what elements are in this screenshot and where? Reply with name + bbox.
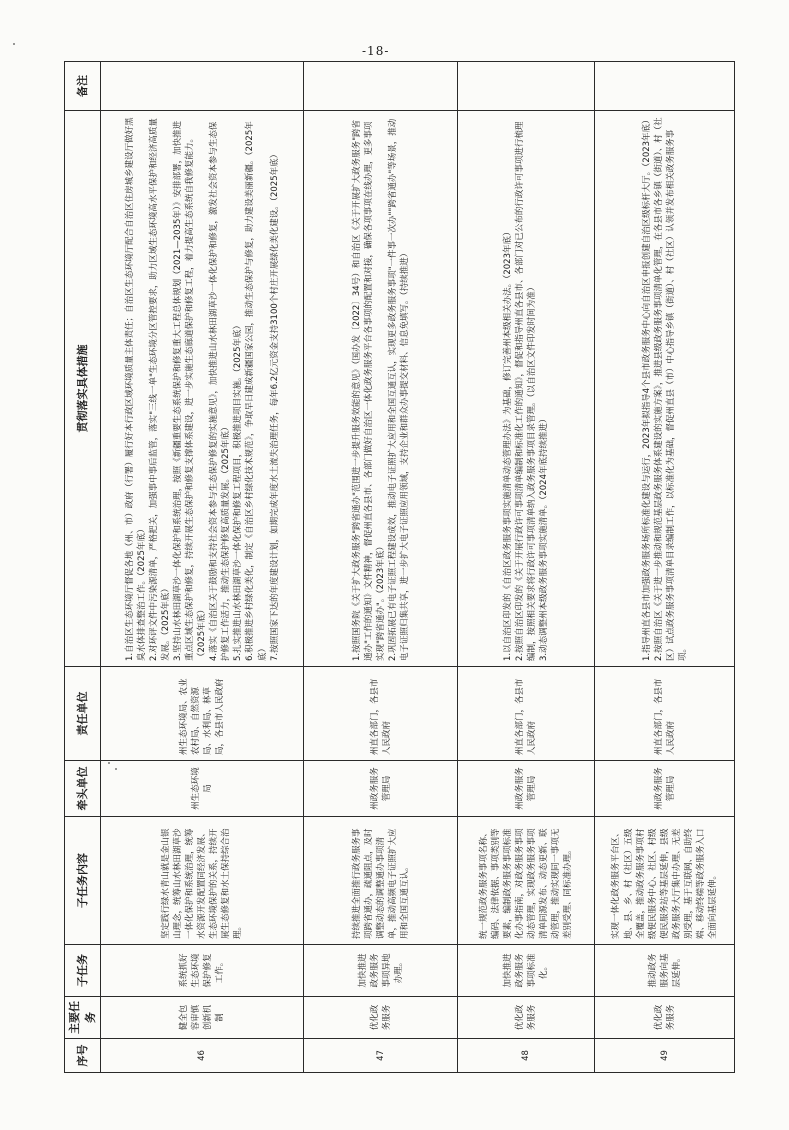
lead-unit-cell: 州生态环境局 [101, 761, 304, 817]
header-lead: 牵头单位 [65, 761, 101, 817]
measures-cell [458, 111, 595, 667]
content-cell: 实现一体化政务服务平台区、地、县、乡、村（社区）五级全覆盖，推动政务服务事项村级便民服务中心、社区、村级便民服务站等基层延伸，县级政务服务大厅集中办理、无差别受理，基于互联网、自助终端、移动终端等政务服务入口全面向基层延伸。 [595, 817, 735, 945]
measure-item: 3.动态调整州本级政务服务事项实施清单。（2024年底持续推进） [539, 414, 550, 661]
sub-task-cell: 推动政务服务向基层延伸。 [595, 945, 735, 997]
scan-speck [13, 43, 15, 45]
remark-cell [304, 62, 458, 111]
row-number: 47 [304, 1039, 458, 1073]
scan-speck [108, 762, 110, 764]
measures-cell [595, 111, 735, 667]
table-row [304, 62, 458, 1073]
header-content: 子任务内容 [65, 817, 101, 945]
row-number: 48 [458, 1039, 595, 1073]
lead-unit-cell: 州政务服务管理局 [595, 761, 735, 817]
resp-unit-cell: 州生态环境局、农业农村局、自然资源局、水利局、林草局，各县市人民政府 [101, 667, 304, 761]
lead-unit-cell: 州政务服务管理局 [304, 761, 458, 817]
measure-item: 3.坚持山水林田湖草沙一体化保护和系统治理，按照《新疆重要生态系统保护和修复重大工程总体规划（2021—2035年）》安排部署，加快推进重点区域生态保护和修复，持续开展生态保护和修复支撑体系建设，进一步实施生态廊道保护和修复工程，着力提高生态系统自我修复能力。（2025年底） [173, 120, 208, 661]
measure-item: 4.落实《自治区关于鼓励和支持社会资本参与生态保护修复的实施意见》，加快推进山水林田湖草沙一体化保护和修复，激发社会资本参与生态保护修复工作活力，推动生态保护修复高质量发展。（2025年底） [209, 121, 232, 661]
row-number: 46 [101, 1039, 304, 1073]
measure-item: 1.以自治区印发的《自治区政务服务事项实施清单动态管理办法》为基础，修订完善州本级相关办法。（2023年底） [503, 227, 514, 661]
main-task-cell: 优化政务服务 [304, 997, 458, 1039]
scan-speck [115, 768, 117, 770]
header-resp: 责任单位 [65, 667, 101, 761]
task-table [64, 61, 735, 1073]
header-no: 序号 [65, 1039, 101, 1073]
measure-item: 1.自治区生态环境厅督促各地（州、市）政府（行署）履行好本行政区域环境质量主体责任；自治区生态环境厅配合自治区住房城乡建设厅做好黑臭水体排查整治工作。（2025年底） [124, 117, 147, 661]
sub-task-cell: 加快推进政务服务事项异地办理。 [304, 945, 458, 997]
table-row [101, 62, 304, 1073]
table-row [458, 62, 595, 1073]
measure-item: 1.按照国务院《关于扩大政务服务"跨省通办"范围进一步提升服务效能的意见》（国办发〔2022〕34号）和自治区《关于开展扩大政务服务"跨省通办"工作的通知》文件精神，督促州直各县市、各部门做好自治区一体化政务服务平台各事项的配置和对接，确保各项事项在线办理，更多事项实现"跨省通办"。（2023年底） [351, 119, 386, 661]
measures-cell [304, 111, 458, 667]
sub-task-cell: 加快推进政务服务事项标准化。 [458, 945, 595, 997]
header-measures: 贯彻落实具体措施 [65, 111, 101, 667]
resp-unit-cell: 州直各部门，各县市人民政府 [595, 667, 735, 761]
main-task-cell: 优化政务服务 [458, 997, 595, 1039]
measure-item: 5.扎实推进山水林田湖草沙一体化保护和修复工程项目，积极推进项目实施。（2025年底） [233, 321, 244, 661]
table-row [595, 62, 735, 1073]
measure-item: 7.按照国家下达的年度建设计划，如期完成年度水土流失治理任务，每年6.2亿元资金支持3100个村庄开展绿化美化建设。（2025年底） [269, 149, 280, 661]
measure-item: 2.对环评文件中污染源清单，严格把关，加强事中事后监管，落实"三线一单"生态环境分区管控要求，助力区域生态环境高水平保护和经济高质量发展。（2025年底） [148, 118, 171, 661]
header-sub-task: 子任务 [65, 945, 101, 997]
table-header-row [65, 62, 101, 1073]
measure-item: 2.按照自治区《关于进一步推动和规范基层政务服务体系建设的实施方案》，推进县级政务服务事项清单化管理，在各县市各乡镇（街道）、村（社区）试点政务服务事项清单目录编制工作，以标准化为基础，督促州直县（市）中心指导乡镇（街道）、村（社区）认领并发布相关政务服务事项。 [653, 117, 688, 661]
measure-item: 2.巩固拓展已有电子证照工程建设成效，推动电子证照扩大应用和全国互通互认，实现更多政务服务事项"一件事一次办""跨省通办"等场景，推动电子证照归集共享，进一步扩大电子证照应用领域，支持企业和群众办事提交材料、信息免填写。（持续推进） [387, 118, 410, 661]
measures-cell [101, 111, 304, 667]
sub-task-cell: 系统抓好生态环境保护修复工作。 [101, 945, 304, 997]
measure-item: 6.积极推进乡村绿化美化，制定《自治区乡村绿化技术规范》，争取早日建成新疆国家公园，推动生态保护与修复，助力建设美丽新疆。（2025年底） [245, 121, 268, 661]
main-task-cell: 优化政务服务 [595, 997, 735, 1039]
remark-cell [101, 62, 304, 111]
header-main-task: 主要任务 [65, 997, 101, 1039]
measure-item: 1.指导州直各县市加强政务服务场所标准化建设与运行，2023年拟指导4个县市政务服务中心向自治区申报创建自治区级标杆大厅。（2023年底） [641, 115, 652, 661]
resp-unit-cell: 州直各部门，各县市人民政府 [458, 667, 595, 761]
row-number: 49 [595, 1039, 735, 1073]
measure-item: 2.按照自治区印发的《关于开展行政许可事项清单编制和标准化工作的通知》，督促和指导州直各县市、各部门对已公布的行政许可事项进行梳理编制，按照相关要求将行政许可事项清单纳入政务服务事项目录管理。（以自治区文件印发时间为准） [515, 121, 538, 661]
remark-cell [458, 62, 595, 111]
main-task-cell: 健全包容审慎创新机制 [101, 997, 304, 1039]
lead-unit-cell: 州政务服务管理局 [458, 761, 595, 817]
content-cell: 坚定践行绿水青山就是金山银山理念，统筹山水林田湖草沙一体化保护和系统治理，统筹水资源开发配置同经济发展、生态环境保护的关系，持续开展生态修复和水土保持综合治理。 [101, 817, 304, 945]
header-remark: 备注 [65, 62, 101, 111]
content-cell: 持续推进全面推行政务服务事项跨省通办，疏通阻点，及时调整动态的调整通办事项清单，推动高频电子证照扩大应用和全国互通互认。 [304, 817, 458, 945]
content-cell: 统一规范政务服务事项名称、编码、法律依据、事项类别等要素，编制政务服务事项标准化办事指南，对政务服务事项动态管理，实现政务服务事项清单同源发布、动态更新、联动管理，推动实现同一事项无差别受理、同标准办理。 [458, 817, 595, 945]
resp-unit-cell: 州直各部门，各县市人民政府 [304, 667, 458, 761]
page-number: -18- [362, 44, 390, 58]
remark-cell [595, 62, 735, 111]
